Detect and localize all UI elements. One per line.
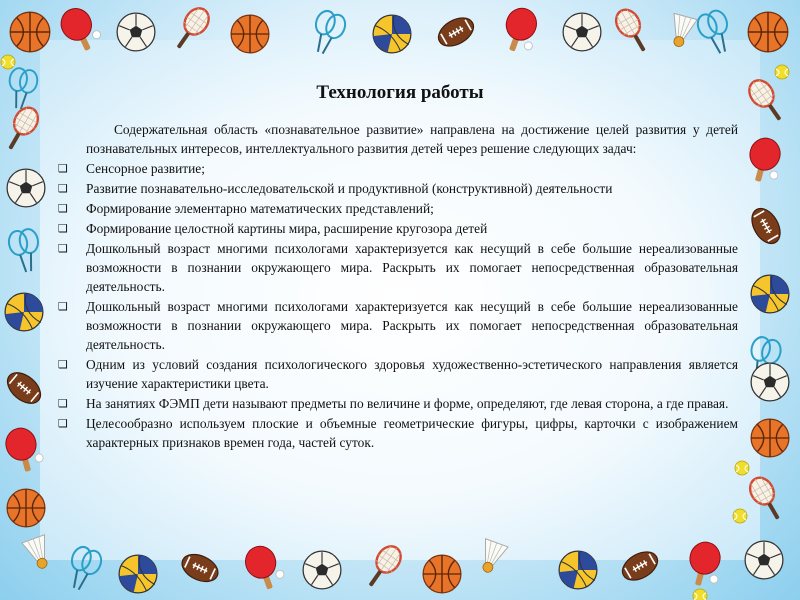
task-list (58, 159, 738, 452)
list-item (58, 179, 738, 198)
bullet-icon: ❑ (58, 242, 68, 255)
list-item (58, 414, 738, 452)
list-item-text: Дошкольный возраст многими психологами характеризуется как несущий в себе большие нереализованные возможности в познании окружающего мира. Раскрыть их помогает непосредственная образовательная деятельность. (86, 241, 738, 294)
list-item-text: Целесообразно используем плоские и объемные геометрические фигуры, цифры, карточки с изображением характерных признаков времен года, частей суток. (86, 416, 738, 450)
bullet-icon: ❑ (58, 358, 68, 371)
page-title: Технология работы (316, 82, 484, 103)
list-item-text: Дошкольный возраст многими психологами характеризуется как несущий в себе большие нереализованные возможности в познании окружающего мира. Раскрыть их помогает непосредственная образовательная деятельность. (86, 299, 738, 352)
list-item (58, 219, 738, 238)
bullet-icon: ❑ (58, 397, 68, 410)
bullet-icon: ❑ (58, 202, 68, 215)
content (58, 120, 738, 453)
list-item-text: На занятиях ФЭМП дети называют предметы по величине и форме, определяют, где левая сторона, а где правая. (86, 396, 729, 411)
list-item (58, 394, 738, 413)
bullet-icon: ❑ (58, 182, 68, 195)
intro-paragraph: Содержательная область «познавательное развитие» направлена на достижение целей развития у детей познавательных интересов, интеллектуального развития детей через решение следующих задач: (86, 122, 738, 156)
list-item (58, 297, 738, 354)
list-item-text: Формирование элементарно математических представлений; (86, 201, 434, 216)
list-item-text: Развитие познавательно-исследовательской и продуктивной (конструктивной) деятельности (86, 181, 613, 196)
list-item-text: Одним из условий создания психологического здоровья художественно-эстетического направления является изучение характеристики цвета. (86, 357, 738, 391)
list-item-text: Формирование целостной картины мира, расширение кругозора детей (86, 221, 488, 236)
list-item (58, 239, 738, 296)
bullet-icon: ❑ (58, 222, 68, 235)
list-item (58, 355, 738, 393)
list-item (58, 199, 738, 218)
bullet-icon: ❑ (58, 162, 68, 175)
bullet-icon: ❑ (58, 300, 68, 313)
bullet-icon: ❑ (58, 417, 68, 430)
list-item (58, 159, 738, 178)
list-item-text: Сенсорное развитие; (86, 161, 205, 176)
